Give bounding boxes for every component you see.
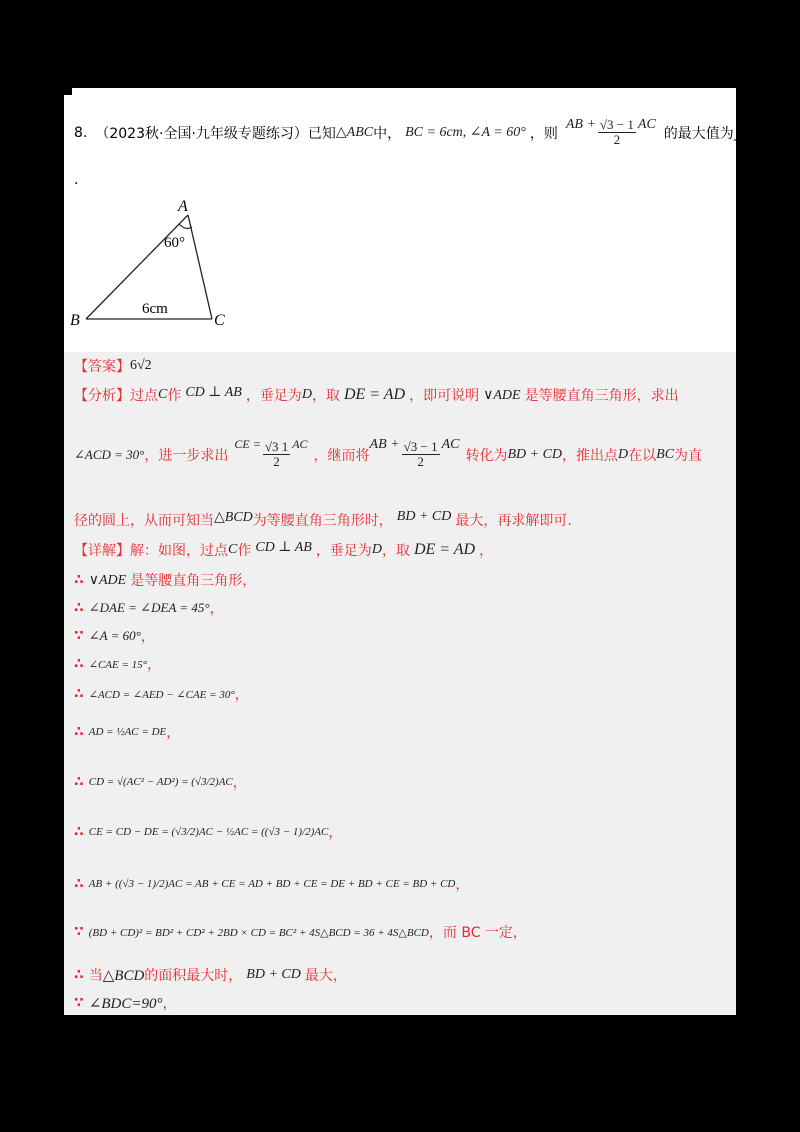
detail-step: [74, 722, 180, 742]
therefore-symbol: ∴: [74, 876, 83, 892]
text: 作: [167, 388, 182, 404]
analysis-label: 【分析】: [74, 388, 130, 404]
math: D: [618, 446, 629, 462]
therefore-symbol: ∴: [74, 824, 83, 840]
math: CE = CD − DE = (√3/2)AC − ½AC = ((√3 − 1)/2)AC: [88, 826, 329, 838]
detail-step: [74, 922, 527, 942]
because-symbol: ∵: [74, 924, 83, 940]
math: CD ⊥ AB: [185, 384, 242, 400]
math: CE =: [234, 437, 261, 451]
text: ，进一步求出: [144, 447, 229, 464]
math: AC: [292, 437, 308, 451]
vertex-a-label: A: [178, 198, 188, 215]
fraction-denominator: 2: [417, 454, 424, 469]
math: ∠CAE = 15°: [88, 658, 148, 671]
math: ∠ACD = ∠AED − ∠CAE = 30°: [88, 688, 235, 701]
question-text: 已知: [307, 125, 336, 142]
expression-left: AB +: [565, 116, 596, 132]
math: C: [228, 542, 238, 557]
detail-step: [74, 684, 249, 704]
text: ，取: [381, 543, 410, 559]
text: 是等腰直角三角形，: [130, 573, 257, 589]
text: 为等腰直角三角形时，: [252, 513, 393, 529]
text: ，: [232, 775, 247, 791]
text: 在以: [628, 447, 657, 464]
math: BD + CD: [396, 509, 452, 524]
text: 最大，再求解即可.: [455, 513, 572, 529]
text: ，即可说明: [409, 388, 480, 404]
angle-label: 60°: [164, 235, 185, 251]
question-text: 中，: [373, 125, 402, 142]
fraction: [402, 440, 440, 469]
fraction-numerator: √3 − 1: [599, 117, 634, 132]
because-symbol: ∵: [74, 995, 83, 1011]
question-text: 的最大值为: [663, 125, 734, 142]
text: 的面积最大时，: [144, 968, 243, 984]
text: ，: [162, 996, 177, 1012]
text: 过点: [130, 388, 158, 404]
detail-intro: [74, 540, 493, 560]
text: 最大，: [304, 968, 347, 984]
detail-step: [74, 822, 342, 842]
math: C: [158, 387, 168, 402]
fraction-numerator: √3 1: [264, 439, 289, 454]
therefore-symbol: ∴: [74, 774, 83, 790]
math: D: [301, 387, 312, 402]
question-text: ，则: [529, 125, 558, 142]
triangle-figure: [68, 195, 238, 335]
math: BD + CD: [507, 446, 563, 462]
text: 作: [237, 543, 252, 559]
math: BC: [656, 446, 675, 462]
fraction-denominator: 2: [273, 454, 280, 469]
math: ∨ADE: [483, 387, 521, 403]
text: ，: [209, 601, 224, 617]
math: D: [371, 542, 382, 557]
text: ，取: [311, 388, 340, 404]
analysis-line-3: [74, 510, 572, 530]
answer-value: 6√2: [130, 358, 152, 373]
vertex-c-label: C: [214, 312, 225, 329]
expression-right: AC: [637, 116, 656, 132]
text: ，垂足为: [245, 388, 302, 404]
text: 为直: [674, 447, 703, 464]
answer-label: 【答案】: [74, 359, 130, 375]
detail-step: [74, 598, 224, 618]
math: DE = AD: [343, 386, 406, 403]
fraction: [263, 440, 290, 469]
math: AD = ½AC = DE: [88, 726, 167, 738]
question-line: [74, 118, 741, 147]
detail-step: [74, 965, 347, 985]
text: 是等腰直角三角形，求出: [524, 388, 679, 404]
therefore-symbol: ∴: [74, 967, 83, 983]
therefore-symbol: ∴: [74, 600, 83, 616]
text: ，: [234, 687, 249, 703]
answer-line: [74, 356, 152, 376]
text: ，: [140, 629, 155, 645]
detail-step: [74, 626, 155, 646]
text: ，垂足为: [315, 543, 372, 559]
math: ∨ADE: [88, 572, 127, 588]
question-period: .: [74, 172, 79, 188]
math: △BCD: [102, 967, 145, 984]
text: ，而 BC 一定，: [428, 925, 527, 941]
therefore-symbol: ∴: [74, 686, 83, 702]
triangle-label: △ABC: [335, 125, 374, 140]
math: CD = √(AC² − AD²) = (√3/2)AC: [88, 776, 233, 788]
analysis-line-1: [74, 385, 679, 405]
text: 当: [88, 968, 103, 984]
math: (BD + CD)² = BD² + CD² + 2BD × CD = BC² + 4S△BCD = 36 + 4S△BCD: [88, 926, 429, 939]
therefore-symbol: ∴: [74, 724, 83, 740]
text: ，: [166, 725, 181, 741]
text: ，: [479, 543, 494, 559]
text: ，: [455, 877, 470, 893]
fraction-denominator: 2: [613, 132, 621, 147]
text: ，: [147, 657, 162, 673]
math: ∠A = 60°: [88, 628, 141, 643]
because-symbol: ∵: [74, 628, 83, 644]
math: AB +: [369, 436, 400, 452]
detail-label: 【详解】: [74, 543, 130, 559]
therefore-symbol: ∴: [74, 656, 83, 672]
side-label: 6cm: [142, 301, 168, 317]
therefore-symbol: ∴: [74, 572, 83, 588]
math: AB + ((√3 − 1)/2)AC = AB + CE = AD + BD + CE = DE + BD + CE = BD + CD: [88, 878, 456, 890]
detail-step: [74, 874, 469, 894]
math: ∠BDC=90°: [88, 995, 163, 1012]
detail-step: [74, 654, 161, 674]
answer-blank: _: [733, 124, 741, 141]
detail-step: [74, 993, 176, 1013]
detail-step: [74, 772, 247, 792]
text: ，: [328, 825, 343, 841]
detail-step: [74, 570, 256, 590]
math: △BCD: [214, 509, 253, 525]
expression-fraction: [598, 118, 636, 147]
text: 转化为: [465, 447, 508, 464]
math: DE = AD: [413, 541, 476, 558]
math: AC: [441, 436, 460, 452]
vertex-b-label: B: [70, 312, 80, 329]
math: BD + CD: [246, 967, 301, 982]
text: ，继而将: [313, 447, 370, 464]
question-number: 8.: [74, 124, 88, 141]
analysis-line-2: [74, 436, 703, 469]
text: 径的圆上，从而可知当: [74, 513, 214, 529]
math: CD ⊥ AB: [255, 539, 312, 555]
math: ∠DAE = ∠DEA = 45°: [88, 600, 210, 615]
math: ∠ACD = 30°: [74, 446, 145, 462]
text: ，推出点: [562, 447, 619, 464]
question-source: （2023秋·全国·九年级专题练习）: [95, 125, 308, 142]
text: 解：如图，过点: [130, 543, 228, 559]
fraction-numerator: √3 − 1: [403, 439, 438, 454]
given-condition: BC = 6cm, ∠A = 60°: [405, 125, 526, 140]
